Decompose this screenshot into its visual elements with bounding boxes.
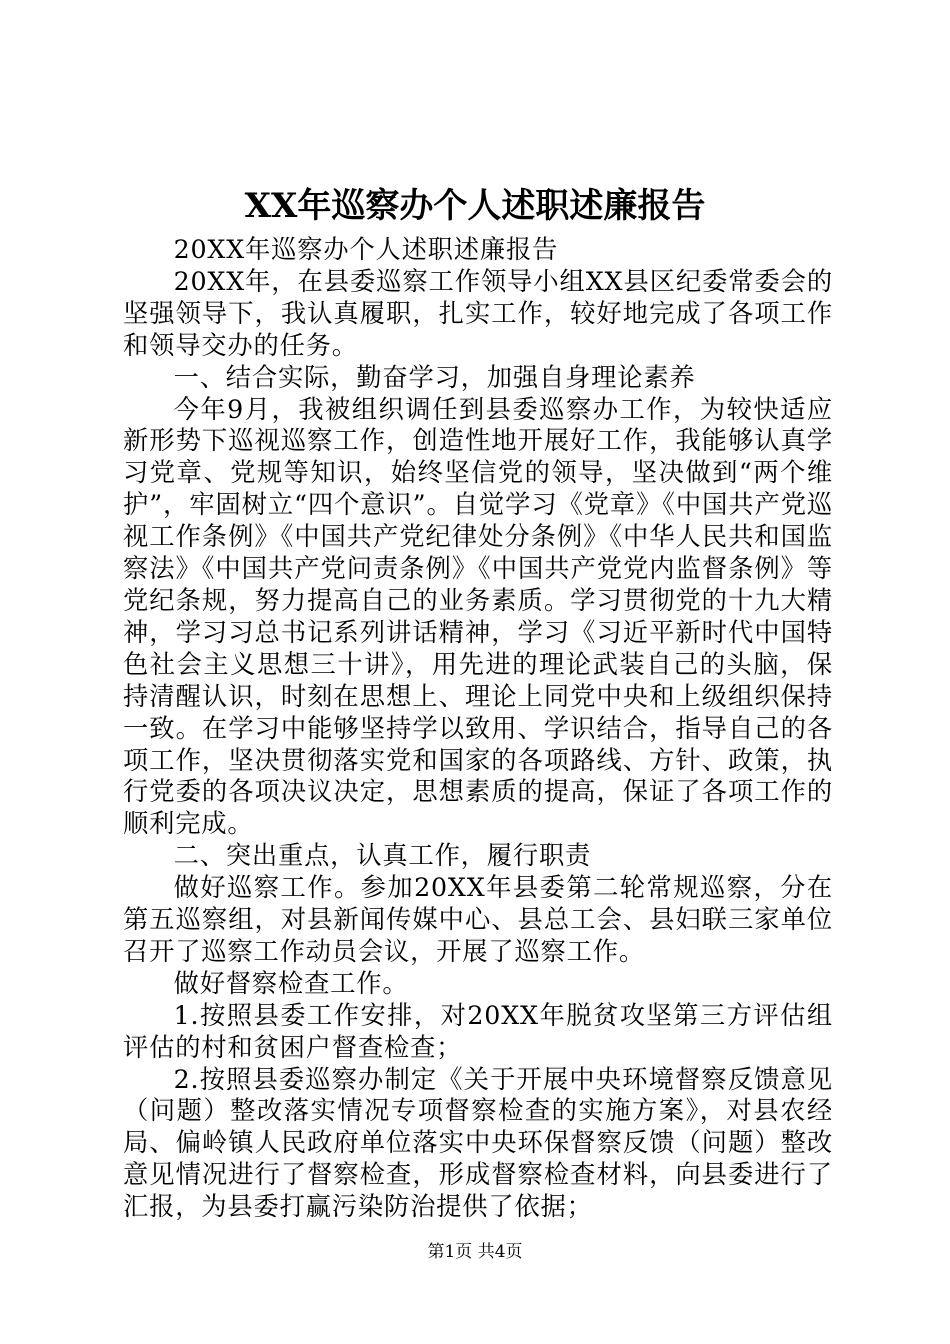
page-number: 第1页 共4页 xyxy=(427,1242,523,1262)
list-item-2: 2.按照县委巡察办制定《关于开展中央环境督察反馈意见（问题）整改落实情况专项督察检查的实施方案》，对县农经局、偏岭镇人民政府单位落实中央环保督察反馈（问题）整改意见情况进行了督察检查，形成督察检查材料，向县委进行了汇报，为县委打赢污染防治提供了依据； xyxy=(123,1064,833,1222)
paragraph-study: 今年9月，我被组织调任到县委巡察办工作，为较快适应新形势下巡视巡察工作，创造性地开展好工作，我能够认真学习党章、党规等知识，始终坚信党的领导，坚决做到“两个维护”，牢固树立“四个意识”。自觉学习《党章》《中国共产党巡视工作条例》《中国共产党纪律处分条例》《中华人民共和国监察法》《中国共产党问责条例》《中国共产党党内监督条例》等党纪条规，努力提高自己的业务素质。学习贯彻党的十九大精神，学习习总书记系列讲话精神，学习《习近平新时代中国特色社会主义思想三十讲》，用先进的理论武装自己的头脑，保持清醒认识，时刻在思想上、理论上同党中央和上级组织保持一致。在学习中能够坚持学以致用、学识结合，指导自己的各项工作，坚决贯彻落实党和国家的各项路线、方针、政策，执行党委的各项决议决定，思想素质的提高，保证了各项工作的顺利完成。 xyxy=(123,394,833,839)
document-body xyxy=(123,234,833,1223)
list-item-1: 1.按照县委工作安排，对20XX年脱贫攻坚第三方评估组评估的村和贫困户督查检查； xyxy=(123,1000,833,1062)
document-title: XX年巡察办个人述职述廉报告 xyxy=(244,186,706,226)
paragraph-inspection: 做好巡察工作。参加20XX年县委第二轮常规巡察，分在第五巡察组，对县新闻传媒中心、县总工会、县妇联三家单位召开了巡察工作动员会议，开展了巡察工作。 xyxy=(123,873,833,966)
paragraph-subtitle: 20XX年巡察办个人述职述廉报告 xyxy=(173,235,559,264)
section-heading-2: 二、突出重点，认真工作，履行职责 xyxy=(173,841,592,871)
paragraph-supervision: 做好督察检查工作。 xyxy=(173,968,409,998)
section-heading-1: 一、结合实际，勤奋学习，加强自身理论素养 xyxy=(173,362,696,392)
paragraph-intro: 20XX年，在县委巡察工作领导小组XX县区纪委常委会的坚强领导下，我认真履职，扎实工作，较好地完成了各项工作和领导交办的任务。 xyxy=(123,266,833,360)
